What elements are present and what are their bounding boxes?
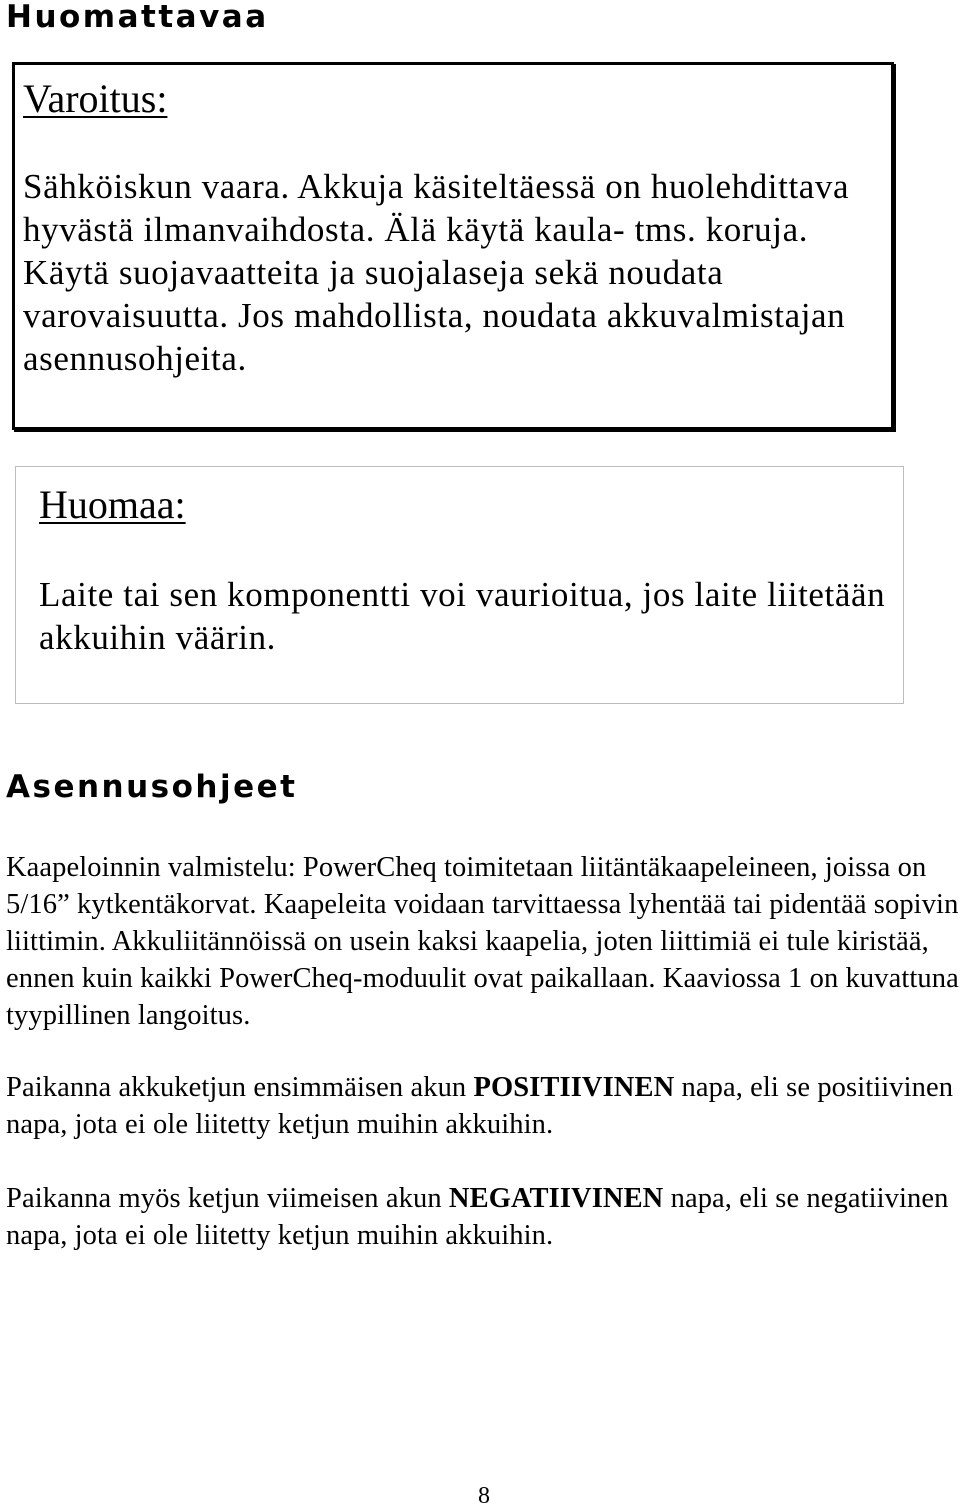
section-heading-important: Huomattavaa	[6, 0, 269, 35]
positive-terminal-paragraph	[6, 1069, 960, 1143]
warning-title: Varoitus:	[23, 76, 168, 121]
negative-text-before: Paikanna myös ketjun viimeisen akun	[6, 1183, 449, 1214]
negative-emphasis: NEGATIIVINEN	[448, 1183, 664, 1214]
negative-terminal-paragraph	[6, 1180, 960, 1254]
positive-text-before: Paikanna akkuketjun ensimmäisen akun	[6, 1072, 474, 1103]
negative-text-after: napa, eli se negatiivinen napa, jota ei ole liitetty ketjun muihin akkuihin.	[6, 1183, 949, 1251]
cabling-paragraph: Kaapeloinnin valmistelu: PowerCheq toimitetaan liitäntäkaapeleineen, joissa on 5/16” kytkentäkorvat. Kaapeleita voidaan tarvittaessa lyhentää tai pidentää sopivin liittimin. Akkuliitännöissä on usein kaksi kaapelia, joten liittimiä ei tule kiristää, ennen kuin kaikki PowerCheq-moduulit ovat paikallaan. Kaaviossa 1 on kuvattuna tyypillinen langoitus.	[6, 852, 959, 1031]
note-text: Laite tai sen komponentti voi vaurioitua, jos laite liitetään akkuihin väärin.	[39, 575, 886, 657]
section-heading-installation: Asennusohjeet	[6, 769, 298, 805]
note-title: Huomaa:	[39, 482, 186, 527]
positive-text-after: napa, eli se positiivinen napa, jota ei ole liitetty ketjun muihin akkuihin.	[6, 1072, 954, 1140]
warning-text: Sähköiskun vaara. Akkuja käsiteltäessä on huolehdittava hyvästä ilmanvaihdosta. Älä käytä kaula- tms. koruja. Käytä suojavaatteita ja suojalaseja sekä noudata varovaisuutta. Jos mahdollista, noudata akkuvalmistajan asennusohjeita.	[23, 167, 850, 378]
note-box	[15, 466, 904, 704]
positive-emphasis: POSITIIVINEN	[473, 1072, 675, 1103]
page-number: 8	[478, 1483, 490, 1509]
warning-box	[12, 62, 894, 430]
